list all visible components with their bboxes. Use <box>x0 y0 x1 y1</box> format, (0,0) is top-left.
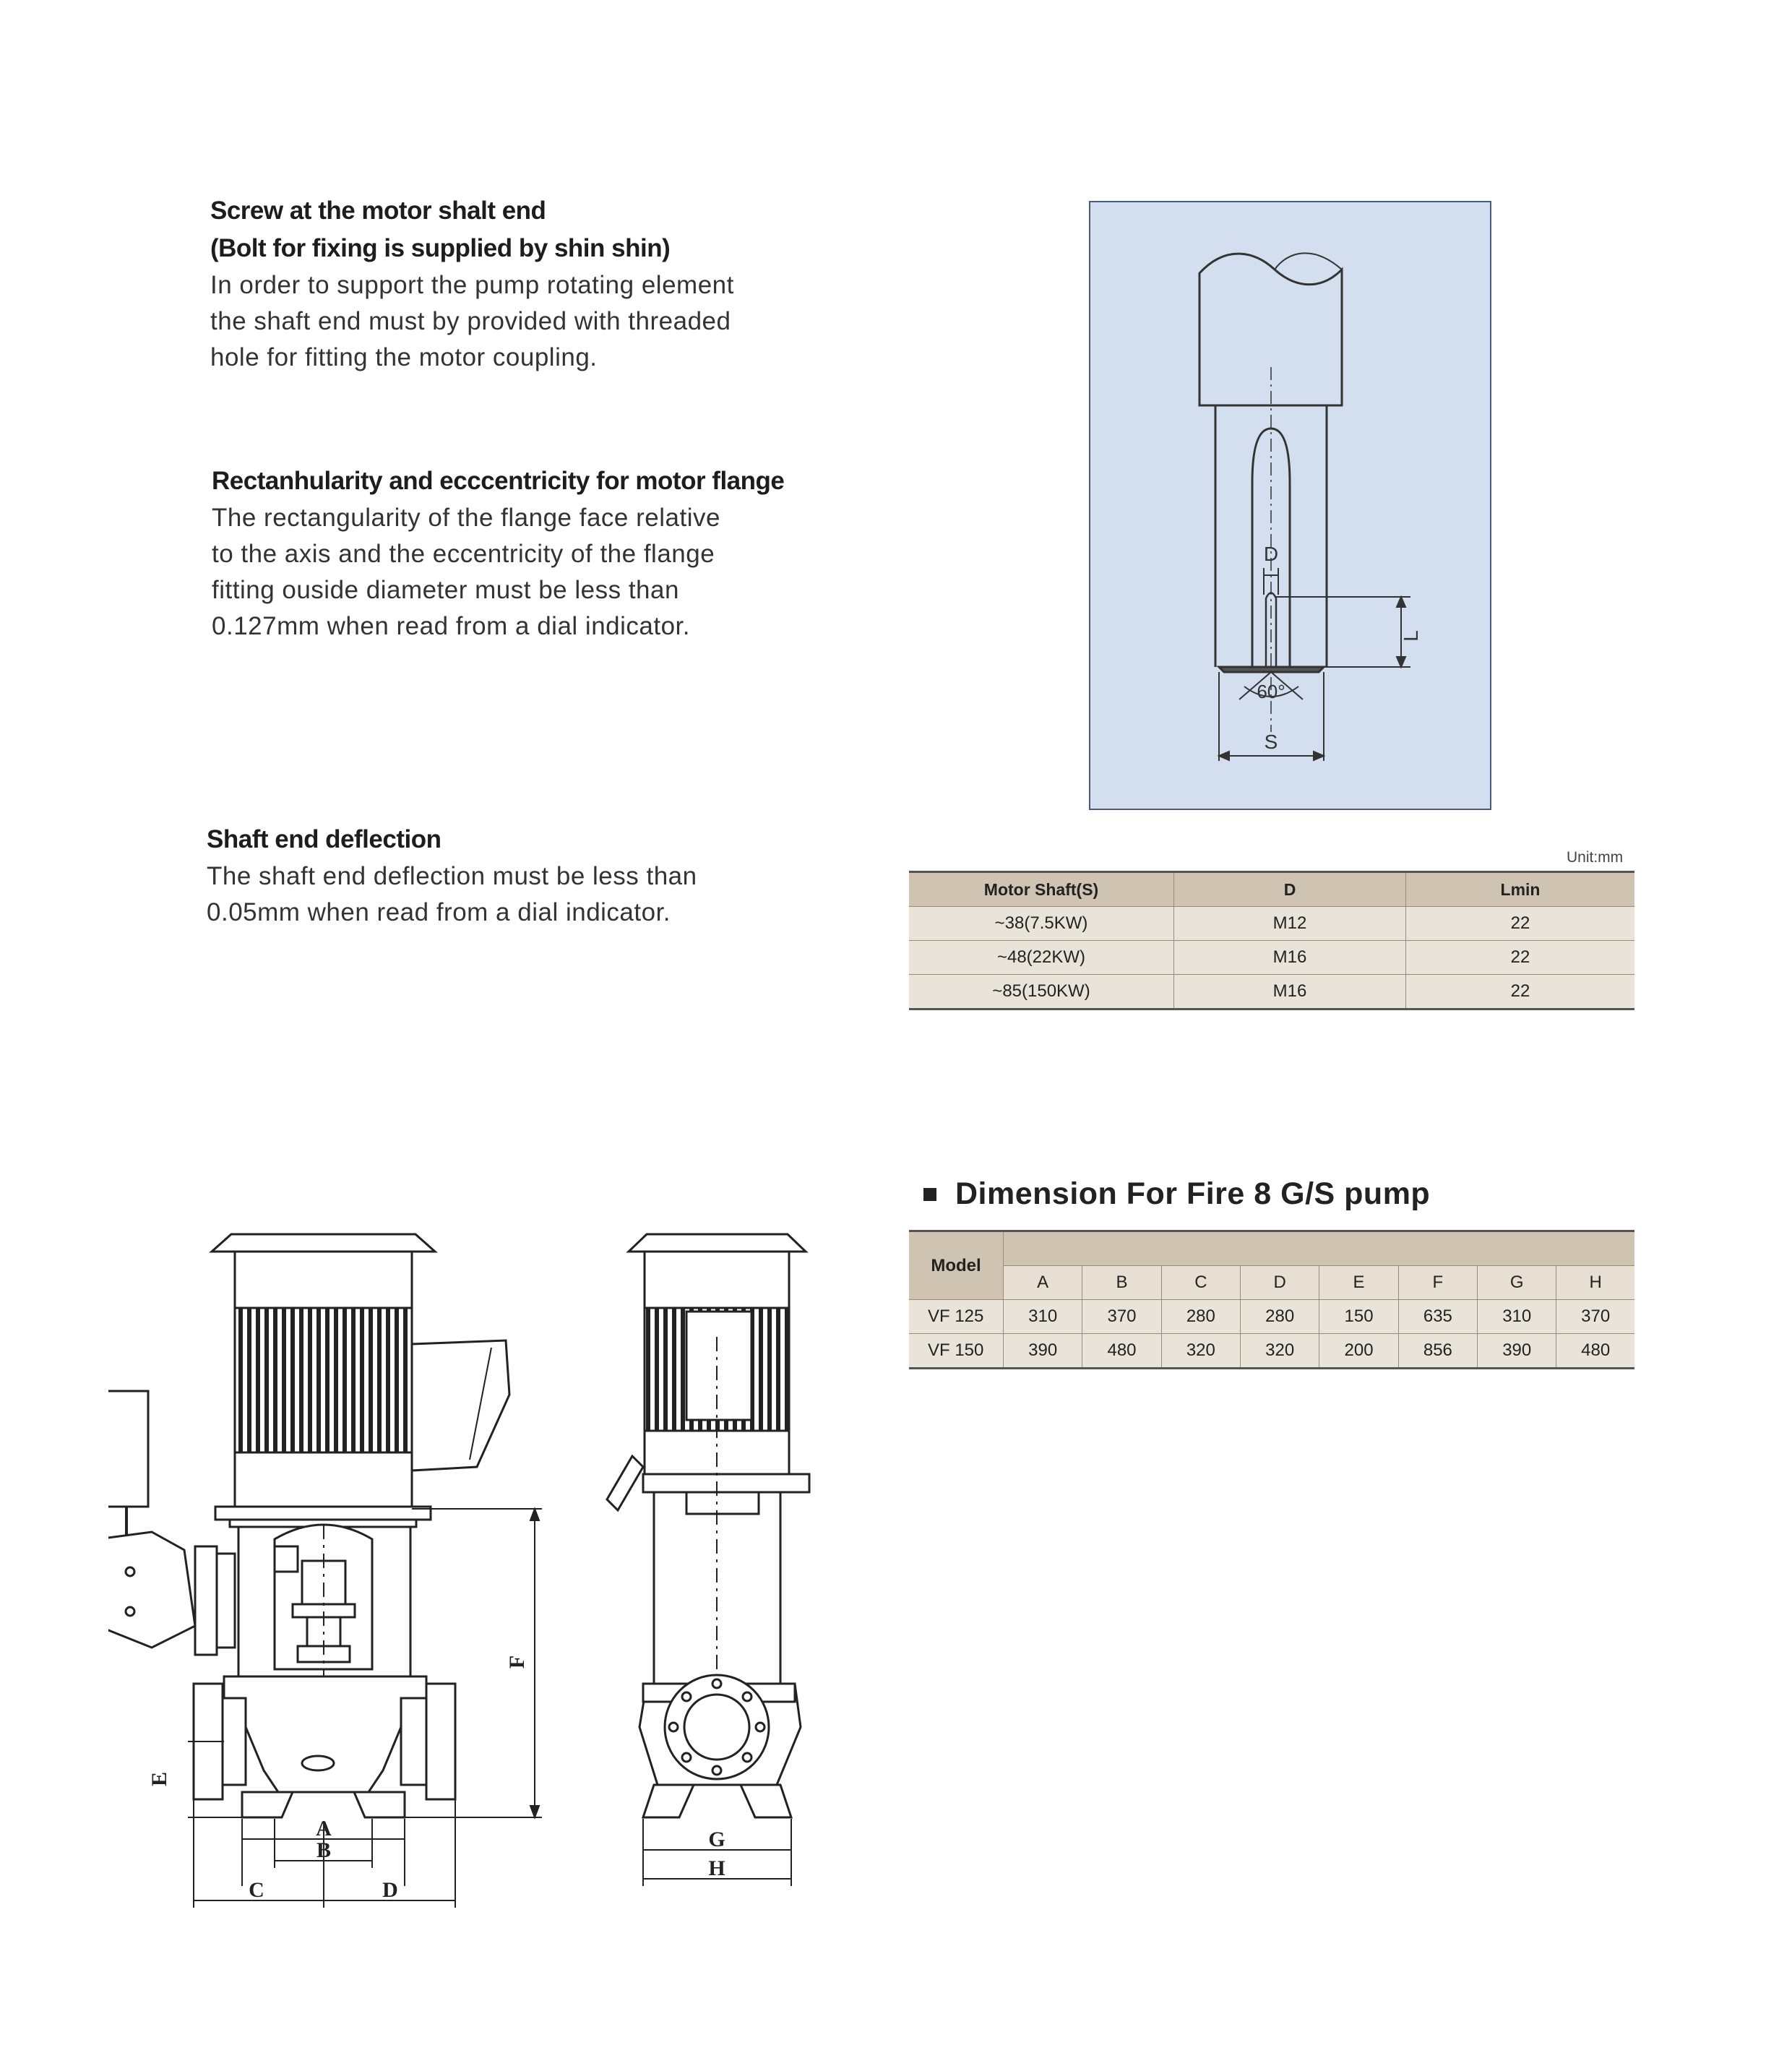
deflection-title: Shaft end deflection <box>207 825 441 853</box>
label-e: E <box>147 1771 171 1787</box>
cell: 390 <box>1478 1334 1556 1369</box>
deflection-line: 0.05mm when read from a dial indicator. <box>207 898 671 926</box>
header-f: F <box>1398 1266 1477 1300</box>
rect-line: to the axis and the eccentricity of the flange <box>212 540 715 568</box>
label-b: B <box>316 1838 332 1862</box>
dimension-table <box>909 1230 1634 1369</box>
header-a: A <box>1004 1266 1082 1300</box>
table-header-row <box>909 1231 1634 1266</box>
deflection-section <box>207 821 697 931</box>
label-h: H <box>708 1856 725 1880</box>
table-row <box>909 941 1634 975</box>
header-e: E <box>1319 1266 1398 1300</box>
model-cell: VF 125 <box>909 1300 1004 1334</box>
cell: 280 <box>1241 1300 1319 1334</box>
pump-drawings <box>108 1221 867 1937</box>
header-blank <box>1004 1231 1635 1266</box>
cell: 310 <box>1004 1300 1082 1334</box>
cell: 22 <box>1406 975 1635 1009</box>
cell: 200 <box>1319 1334 1398 1369</box>
pump-side-view <box>108 1234 509 1817</box>
cell: 320 <box>1161 1334 1240 1369</box>
cell: 370 <box>1556 1300 1634 1334</box>
unit-label: Unit:mm <box>1567 849 1624 866</box>
label-l: L <box>1400 630 1422 642</box>
cell: M16 <box>1174 941 1406 975</box>
label-f: F <box>505 1655 529 1669</box>
header-c: C <box>1161 1266 1240 1300</box>
cell: ~85(150KW) <box>909 975 1174 1009</box>
header-motor-shaft: Motor Shaft(S) <box>909 872 1174 907</box>
label-c: C <box>249 1878 264 1902</box>
table-row <box>909 1334 1634 1369</box>
shaft-diagram <box>1089 201 1491 810</box>
screw-line: hole for fitting the motor coupling. <box>210 343 598 371</box>
rect-title: Rectanhularity and ecccentricity for motor flange <box>212 467 785 495</box>
table-header-row <box>909 872 1634 907</box>
cell: 480 <box>1082 1334 1161 1369</box>
cell: ~38(7.5KW) <box>909 907 1174 941</box>
table-row <box>909 1300 1634 1334</box>
screw-section <box>210 192 734 376</box>
header-b: B <box>1082 1266 1161 1300</box>
label-d-dim: D <box>382 1878 398 1902</box>
label-g: G <box>708 1827 725 1851</box>
header-g: G <box>1478 1266 1556 1300</box>
label-angle: 60° <box>1257 681 1285 702</box>
cell: 22 <box>1406 907 1635 941</box>
cell: 635 <box>1398 1300 1477 1334</box>
cell: 370 <box>1082 1300 1161 1334</box>
cell: 280 <box>1161 1300 1240 1334</box>
screw-line: the shaft end must by provided with threaded <box>210 307 731 335</box>
cell: 390 <box>1004 1334 1082 1369</box>
table-row <box>909 975 1634 1009</box>
cell: 22 <box>1406 941 1635 975</box>
cell: 480 <box>1556 1334 1634 1369</box>
rect-line: fitting ouside diameter must be less than <box>212 576 679 604</box>
deflection-line: The shaft end deflection must be less than <box>207 862 697 890</box>
motor-shaft-table <box>909 871 1634 1010</box>
cell: 310 <box>1478 1300 1556 1334</box>
header-h: H <box>1556 1266 1634 1300</box>
cell: 150 <box>1319 1300 1398 1334</box>
table-row <box>909 907 1634 941</box>
cell: 856 <box>1398 1334 1477 1369</box>
pump-front-view <box>607 1234 809 1817</box>
header-d: D <box>1174 872 1406 907</box>
bullet-square-icon <box>923 1188 936 1201</box>
cell: 320 <box>1241 1334 1319 1369</box>
cell: M12 <box>1174 907 1406 941</box>
label-s: S <box>1264 731 1278 753</box>
dimension-title-text: Dimension For Fire 8 G/S pump <box>955 1176 1431 1211</box>
model-cell: VF 150 <box>909 1334 1004 1369</box>
label-d: D <box>1263 543 1279 565</box>
header-d: D <box>1241 1266 1319 1300</box>
screw-title: Screw at the motor shalt end <box>210 197 546 225</box>
screw-subtitle: (Bolt for fixing is supplied by shin shin) <box>210 234 671 262</box>
dimension-title <box>923 1176 1430 1212</box>
cell: ~48(22KW) <box>909 941 1174 975</box>
rect-section <box>212 462 784 645</box>
cell: M16 <box>1174 975 1406 1009</box>
label-a: A <box>316 1817 332 1840</box>
table-subheader-row <box>909 1266 1634 1300</box>
rect-line: 0.127mm when read from a dial indicator. <box>212 612 690 640</box>
screw-line: In order to support the pump rotating element <box>210 271 734 299</box>
rect-line: The rectangularity of the flange face relative <box>212 504 720 532</box>
header-model: Model <box>909 1231 1004 1300</box>
header-lmin: Lmin <box>1406 872 1635 907</box>
